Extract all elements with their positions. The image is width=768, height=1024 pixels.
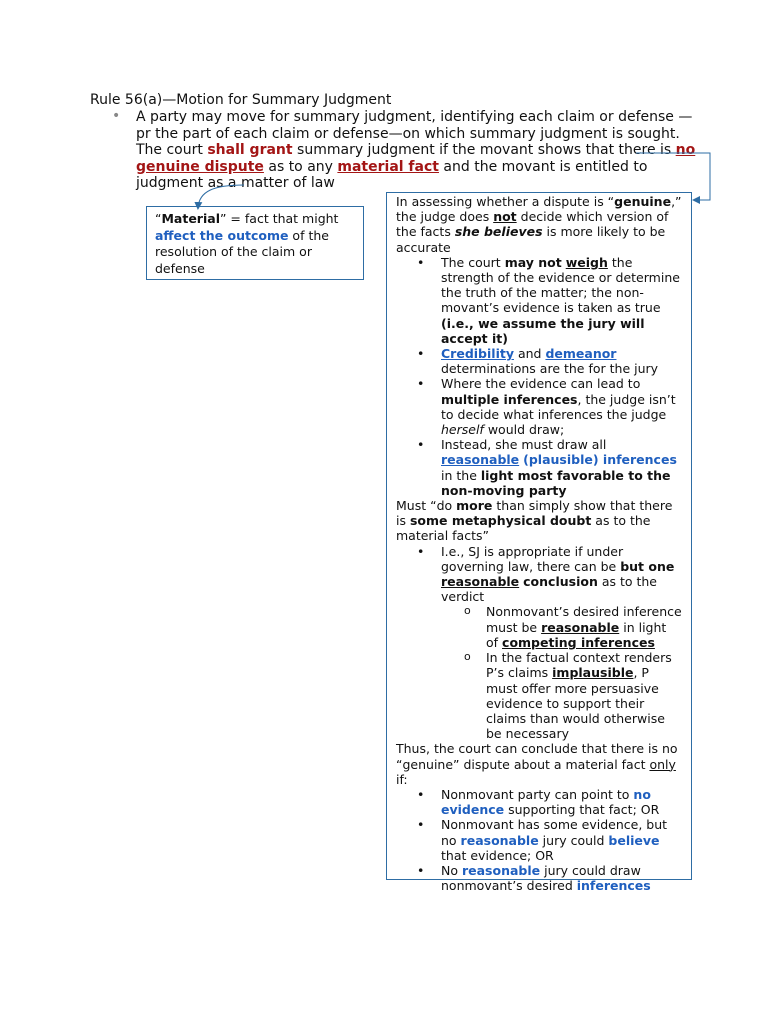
but-one-emphasis: but one: [620, 558, 675, 574]
she-believes-emphasis: she believes: [454, 224, 543, 240]
reasonable-term: reasonable: [441, 452, 520, 468]
text: Nonmovant’s desired inference must be: [486, 604, 682, 635]
text: the strength of the evidence or determine the truth of the matter; the non-movant’s evidence is taken as true: [441, 254, 680, 316]
text: , P must offer more persuasive evidence to support their claims than would otherwise be necessary: [486, 665, 665, 742]
herself-emphasis: herself: [441, 422, 484, 438]
rule-text-part: and the movant is entitled to judgment as a matter of law: [136, 158, 648, 191]
no-genuine-dispute-term: no genuine dispute: [136, 142, 696, 175]
implausible-emphasis: implausible: [552, 665, 634, 681]
text: jury could: [538, 832, 609, 848]
more-emphasis: more: [456, 498, 493, 514]
material-term: Material: [161, 211, 220, 226]
may-not-emphasis: may not: [504, 254, 562, 270]
text: and: [513, 346, 546, 362]
conclusion-emphasis: conclusion: [523, 574, 598, 590]
inferences-term: inferences: [576, 878, 651, 894]
material-fact-term: material fact: [337, 158, 439, 175]
genuine-term: genuine: [614, 194, 672, 209]
reasonable-term: reasonable: [460, 832, 539, 848]
text: as to the material facts”: [396, 513, 651, 544]
believe-term: believe: [608, 832, 660, 848]
competing-inferences-emphasis: competing inferences: [502, 634, 655, 650]
text: Nonmovant has some evidence, but no: [441, 817, 668, 848]
not-emphasis: not: [493, 209, 517, 225]
text: in the: [441, 467, 481, 483]
text: Nonmovant party can point to: [441, 786, 634, 802]
reasonable-term: reasonable: [461, 862, 541, 878]
text: Must “do: [396, 498, 457, 514]
text: is more likely to be accurate: [396, 224, 666, 255]
text: Instead, she must draw all: [441, 437, 607, 453]
text: jury could draw nonmovant’s desired: [441, 862, 641, 894]
text: than simply show that there is: [396, 498, 673, 529]
affect-outcome-emphasis: affect the outcome: [155, 227, 289, 243]
rule-text-part: A party may move for summary judgment, identifying each claim or defense —pr the part of each claim or defense—on which summary judgment is sought. The court: [136, 109, 693, 158]
bullet-dot: •: [112, 108, 121, 124]
definition-text: ” = fact that might: [219, 211, 339, 226]
demeanor-term: demeanor: [545, 346, 617, 362]
jury-accept-emphasis: (i.e., we assume the jury will accept it): [441, 315, 645, 346]
rule-text-part: as to any: [263, 158, 338, 175]
text: if:: [396, 771, 408, 787]
quote: “: [155, 211, 162, 226]
reasonable-emphasis: reasonable: [541, 619, 620, 635]
text: decide which version of the facts: [396, 209, 669, 240]
only-emphasis: only: [649, 756, 676, 772]
no-evidence-term: no evidence: [441, 786, 651, 818]
page-heading: Rule 56(a)—Motion for Summary Judgment: [90, 92, 392, 108]
metaphysical-doubt-emphasis: some metaphysical doubt: [409, 513, 592, 529]
text: ,” the judge does: [396, 194, 682, 225]
weigh-emphasis: weigh: [565, 254, 608, 270]
multiple-inferences-emphasis: multiple inferences: [441, 391, 578, 407]
text: The court: [441, 254, 505, 270]
text: determinations are the for the jury: [441, 361, 659, 377]
genuine-connector-arrow: [636, 153, 710, 200]
text: Thus, the court can conclude that there is no “genuine” dispute about a material fact: [396, 741, 678, 772]
text: , the judge isn’t to decide what inferences the judge: [441, 391, 676, 422]
text: I.e., SJ is appropriate if under governing law, there can be: [441, 543, 624, 574]
text: No: [441, 862, 462, 878]
shall-grant-emphasis: shall grant: [207, 142, 293, 158]
credibility-term: Credibility: [441, 346, 514, 362]
rule-text-part: summary judgment if the movant shows that there is: [292, 142, 676, 158]
definition-text: of the resolution of the claim or defense: [155, 227, 329, 276]
text: would draw;: [483, 422, 565, 438]
text: Where the evidence can lead to: [441, 376, 641, 392]
text: In the factual context renders P’s claims: [486, 650, 672, 681]
text: that evidence; OR: [441, 847, 554, 863]
text: supporting that fact; OR: [504, 802, 660, 818]
material-connector-arrow: [198, 185, 244, 208]
text: In assessing whether a dispute is “: [396, 194, 615, 209]
text: in light of: [486, 619, 667, 650]
text: as to the verdict: [441, 574, 657, 605]
reasonable-emphasis: reasonable: [441, 574, 520, 590]
plausible-inferences-term: (plausible) inferences: [523, 452, 677, 468]
light-most-favorable-emphasis: light most favorable to the non-moving party: [441, 467, 671, 498]
